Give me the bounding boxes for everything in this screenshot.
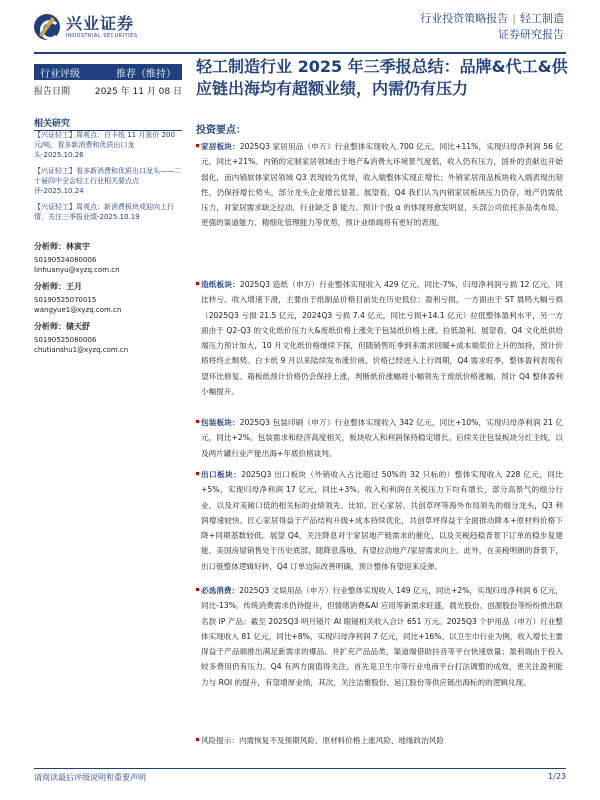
key-point-lead: 家居板块： (201, 142, 240, 151)
page-header (0, 0, 600, 54)
analyst-name: 林寅宇 (66, 242, 90, 251)
analyst-cert: S0190525080006 (34, 336, 97, 344)
key-point-lead: 造纸板块： (201, 280, 240, 289)
industry-rating (34, 64, 182, 80)
analyst-email[interactable]: chutianshu1@xyzq.com.cn (34, 346, 129, 354)
related-research-link[interactable]: 【兴证轻工】看多新消费和优质出口龙头——二十届四中全会轻工行业相关要点点评-2025.10.24 (34, 167, 181, 195)
disclaimer-link[interactable]: 请阅读最后评级说明和重要声明 (34, 773, 146, 782)
related-research-link[interactable]: 【兴证轻工】周观点：白卡纸 11 月涨价 200 元/吨，看多新消费和优质出口龙头-2025.10.26 (34, 131, 175, 159)
report-meta: 行业投资策略报告 | 轻工制造 证券研究报告 (420, 12, 564, 41)
key-point-packaging (201, 415, 563, 461)
bullet-icon (196, 420, 199, 423)
report-date-value: 2025 年 11 月 08 日 (94, 87, 182, 97)
bullet-icon (196, 472, 199, 475)
header-divider (34, 52, 566, 54)
bullet-icon (196, 282, 199, 285)
key-point-text: 2025Q3 出口板块（外销收入占比超过 50%的 32 只标的）整体实现收入 228 亿元，同比+5%，实现归母净利润 17 亿元，同比+3%。收入和利润在关税压力下均有增长，部分高景气的细分行业，以及对美敞口低的相关标的业绩领先。比如，匠心家居、共创草坪等海外布局领先的细分龙头，Q3 利润增速较快。匠心家居得益于产品结构升级+成本持续优化，共创草坪得益于全面推动降本+原材料价格下降+同期基数较低。展望 Q4，关注降息对于家居地产链需求的催化，以及关税趋稳背景下订单的稳步复建能。美国房屋销售处于历史底部，随降息落地，有望拉动地产/家居需求向上。此外，在美税明朗的背景下，出口链整体逻辑好转，Q4 订单边际改善明确，预计整体有望迎来反弹。 (201, 470, 564, 571)
related-research-link[interactable]: 【兴证轻工】周观点：新消费板块或迎向上行情，关注三季报业绩-2025.10.19 (34, 203, 174, 221)
analyst-card (34, 322, 182, 355)
rating-label: 行业评级 (40, 68, 80, 80)
page-number: 1/23 (548, 772, 566, 781)
bullet-icon (196, 588, 199, 591)
key-point-lead: 包装板块： (201, 418, 240, 427)
logo-icon (34, 14, 60, 40)
report-date-label: 报告日期 (34, 87, 71, 97)
key-point-home-furnishing (201, 139, 563, 231)
analyst-email[interactable]: linhuanyu@xyzq.com.cn (34, 266, 120, 274)
key-point-lead: 出口板块： (201, 470, 242, 479)
logo-name-cn: 兴业证券 (66, 13, 135, 33)
logo-name-en: INDUSTRIAL SECURITIES (66, 32, 138, 39)
key-point-text: 2025Q3 造纸（申万）行业整体实现收入 429 亿元，同比-7%，归母净利润亏损 12 亿元，同比转亏。收入增速下滑，主要由于纸制品价格目前处在历史低位；盈利亏损，一方面由于 ST 晨鸣大幅亏损（2025Q3 亏损 21.5 亿元，2024Q3 亏损 7.4 亿元，同比亏损+14.1 亿元）拉低整体盈利水平，另一方面由于 Q2-Q3 的文化纸价压力大&废纸价格上涨先于包装纸价格上涨，拉低盈利。展望看，Q4 文化纸供给端压力预计加大，10 月文化纸价格继续下探，但随销售旺季到来需求回暖+成本端浆价上升的加持，预计价格将终止颓势。白卡纸 9 月以来陆续发布涨价函，价格已经进入上行周期，Q4 需求旺季，整体盈利表现有望环比修复。箱板纸预计价格仍会保持上涨，判断纸价涨幅将小幅领先于废纸价格涨幅，预计 Q4 整体盈利小幅提升。 (201, 280, 563, 397)
report-date (34, 84, 182, 97)
key-point-export (201, 467, 563, 574)
key-point-lead: 必选消费： (201, 586, 240, 595)
key-points-heading: 投资要点： (196, 125, 246, 136)
report-type: 证券研究报告 (498, 28, 564, 41)
key-point-paper (201, 277, 563, 399)
analyst-label: 分析师： (34, 282, 66, 291)
key-point-consumer-staples (201, 583, 563, 690)
report-category: 行业投资策略报告 (420, 12, 509, 25)
company-logo (34, 14, 138, 40)
analyst-name: 储天舒 (66, 322, 90, 331)
related-research-heading: 相关研究 (34, 116, 182, 131)
risk-warning (201, 733, 563, 748)
report-industry: 轻工制造 (520, 12, 564, 25)
rating-value: 推荐（维持） (116, 68, 176, 80)
bullet-icon (196, 738, 199, 741)
analyst-cert: S0190525070015 (34, 296, 97, 304)
key-point-text: 2025Q3 文娱用品（申万）行业整体实现收入 149 亿元，同比+2%，实现归母净利润 6 亿元，同比-13%。传统消费需求仍待提升，但情绪消费&AI 应用等新需求旺盛，晨光股份、创源股份等纷纷推出联名款 IP 产品；截至 2025Q3 明月镜片 AI 眼镜相关收入合计 651 万元。2025Q3 个护用品（申万）行业整体实现收入 81 亿元，同比+8%，实现归母净利润 7 亿元，同比+16%。以卫生巾行业为例，收入增长主要得益于产品端推出满足新需求的爆品、并扩充产品品类，渠道端借助抖音等平台快速放量；盈利端由于投入较多费用仍有压力。Q4 有两方面值得关注，首先是卫生巾等行业电商平台打法调整的成效，更关注盈利能力与 ROI 的提升，有望增厚业绩，其次，关注洁雅股份、延江股份等供应链出海标的的逻辑兑现。 (201, 586, 564, 687)
bullet-icon (196, 144, 199, 147)
report-title: 轻工制造行业 2025 年三季报总结：品牌&代工&供应链出海均有超额业绩，内需仍有压力 (196, 57, 568, 98)
analyst-email[interactable]: wangyue1@xyzq.com.cn (34, 306, 122, 314)
analyst-cert: S0190524080006 (34, 256, 97, 264)
analyst-label: 分析师： (34, 242, 66, 251)
page-footer (34, 768, 566, 783)
related-research-list (34, 130, 182, 228)
key-point-text: 2025Q3 包装印刷（申万）行业整体实现收入 342 亿元，同比+10%，实现归母净利润 21 亿元，同比+2%。包装需求和经济高度相关，板块收入和利润保持稳定增长。后续关注包装板块分红主线，以及两片罐行业产能出海+年底价格谈判。 (201, 418, 563, 458)
key-point-text: 2025Q3 家居用品（申万）行业整体实现收入 700 亿元，同比+11%，实现归母净利润 56 亿元，同比+21%。内销的定制家居领域由于地产&消费大环境景气度低，收入仍有压力，国补的贡献也开始弱化，而内销软体家居领域 Q3 表现较为优异，收入端整体实现正增长；外销家居用品板块收入端表现出韧性，仍保持增长势头，部分龙头企业增长显著。展望看，Q4 我们认为内销家居板块压力仍存，地产仍需低压力，对家居需求缺乏拉动，行业缺乏 β 能力。预计个股 α 的体现将愈发明显，头部公司依托多品类布局、更强的渠道能力、精细化管理能力等优势，预计业绩端将有更好的表现。 (201, 142, 563, 228)
analyst-card (34, 242, 182, 275)
analyst-card (34, 282, 182, 315)
analyst-label: 分析师： (34, 322, 66, 331)
analyst-name: 王月 (66, 282, 82, 291)
risk-warning-text: 风险提示：内需恢复不及预期风险、原材料价格上涨风险、地缘政治风险 (201, 736, 444, 745)
